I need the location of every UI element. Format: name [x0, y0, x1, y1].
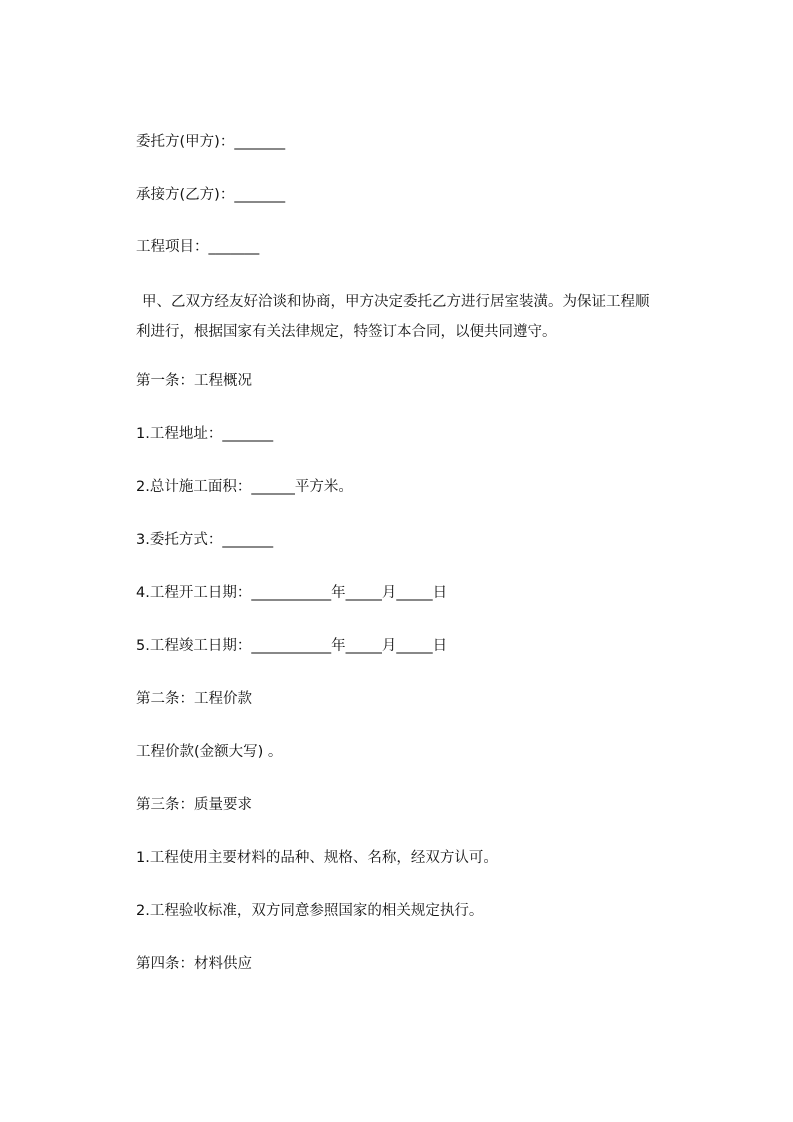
- acceptance-standard: 2.工程验收标准，双方同意参照国家的相关规定执行。: [136, 903, 484, 919]
- article-3-title: 第三条：质量要求: [136, 797, 252, 813]
- start-date: 4.工程开工日期：___________年_____月_____日: [136, 585, 448, 601]
- construction-area: 2.总计施工面积：______平方米。: [136, 479, 353, 495]
- project-price: 工程价款(金额大写) 。: [136, 744, 283, 760]
- completion-date: 5.工程竣工日期：___________年_____月_____日: [136, 638, 448, 654]
- materials-requirement: 1.工程使用主要材料的品种、规格、名称，经双方认可。: [136, 850, 498, 866]
- article-4-title: 第四条：材料供应: [136, 956, 252, 972]
- article-2-title: 第二条：工程价款: [136, 691, 252, 707]
- intro-paragraph: [136, 287, 692, 347]
- client-field: 委托方(甲方)：_______: [136, 134, 286, 150]
- project-field: 工程项目：_______: [136, 239, 260, 255]
- project-address: 1.工程地址：_______: [136, 426, 274, 442]
- contractor-field: 承接方(乙方)：_______: [136, 187, 286, 203]
- article-1-title: 第一条：工程概况: [136, 373, 252, 389]
- intro-line-1: 甲、乙双方经友好洽谈和协商，甲方决定委托乙方进行居室装潢。为保证工程顺: [142, 294, 650, 310]
- commission-method: 3.委托方式：_______: [136, 532, 274, 548]
- intro-line-2: 利进行，根据国家有关法律规定，特签订本合同，以便共同遵守。: [136, 324, 557, 340]
